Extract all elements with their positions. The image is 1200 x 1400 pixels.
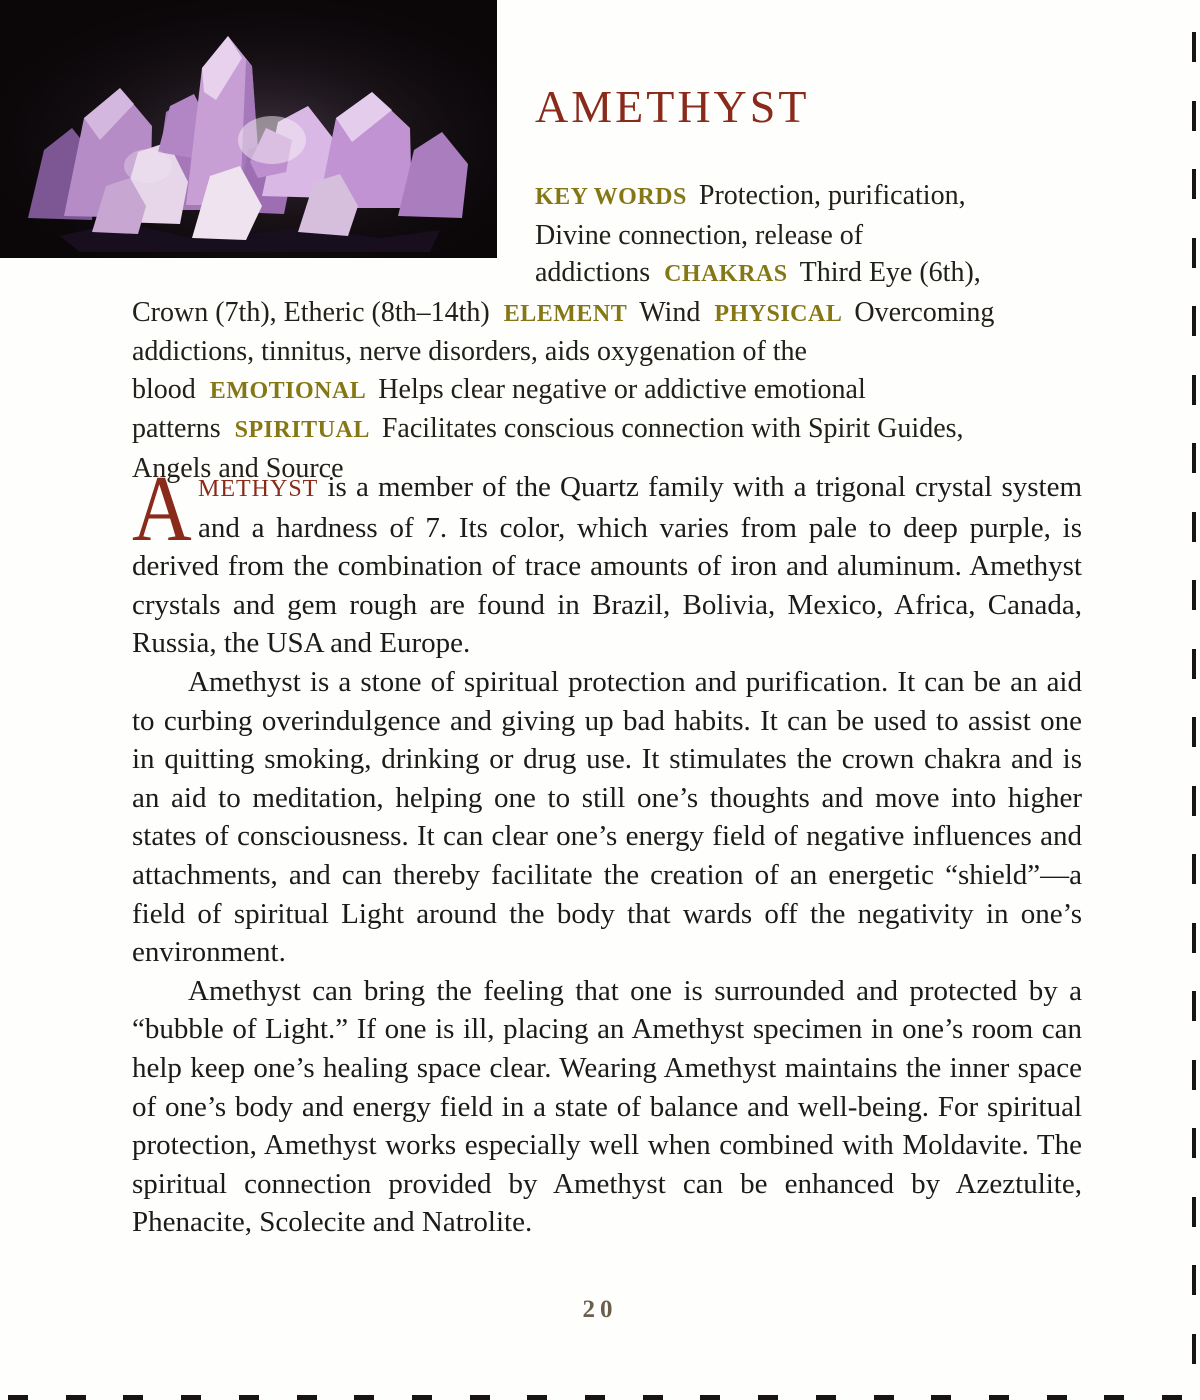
bottom-edge-mark [585, 1395, 605, 1400]
right-edge-mark [1192, 1334, 1196, 1364]
bottom-edge-mark [1104, 1395, 1124, 1400]
right-edge-mark [1192, 1060, 1196, 1090]
bottom-edge-mark [123, 1395, 143, 1400]
right-edge-mark [1192, 32, 1196, 62]
bottom-edge-mark [931, 1395, 951, 1400]
bottom-edge-mark [700, 1395, 720, 1400]
right-edge-mark [1192, 238, 1196, 268]
lead-smallcaps: METHYST [198, 476, 319, 502]
bottom-edge-mark [297, 1395, 317, 1400]
emotional-label: EMOTIONAL [209, 377, 367, 404]
bottom-edge-mark [643, 1395, 663, 1400]
right-edge-mark [1192, 854, 1196, 884]
bottom-edge-mark [66, 1395, 86, 1400]
right-edge-mark [1192, 580, 1196, 610]
right-edge-mark [1192, 717, 1196, 747]
page-number: 20 [582, 1296, 618, 1323]
right-edge-mark [1192, 512, 1196, 542]
bottom-edge-mark [181, 1395, 201, 1400]
bottom-edge-mark [1047, 1395, 1067, 1400]
paragraph-3: Amethyst can bring the feeling that one is surrounded and protected by a “bubble of Light.” If one is ill, placing an Amethyst specimen in one’s room can help keep one’s healing space clear. Wearing Amethyst maintains the inner space of one’s body and energy field in a state of balance and well-being. For spiritual protection, Amethyst works especially well when combined with Moldavite. The spiritual connection provided by Amethyst can be enhanced by Azeztulite, Phenacite, Scolecite and Natrolite. [132, 974, 1082, 1239]
paragraph-2: Amethyst is a stone of spiritual protection and purification. It can be an aid to curbing overindulgence and giving up bad habits. It can be used to assist one in quitting smoking, drinking or drug use. It stimulates the crown chakra and is an aid to meditation, helping one to still one’s thoughts and move into higher states of consciousness. It can clear one’s energy field of negative influences and attachments, and can thereby facilitate the creation of an energetic “shield”—a field of spiritual Light around the body that wards off the negativity in one’s environment. [132, 665, 1082, 969]
photo-wrap-spacer [132, 0, 535, 268]
right-edge-mark [1192, 306, 1196, 336]
page-title: AMETHYST [535, 81, 810, 132]
element-value: Wind [639, 296, 701, 328]
intro-zone [132, 0, 1010, 487]
spiritual-label: SPIRITUAL [234, 417, 370, 443]
bottom-edge-mark [8, 1395, 28, 1400]
bottom-edge-mark [354, 1395, 374, 1400]
body-text [132, 457, 1082, 1242]
right-edge-mark [1192, 169, 1196, 199]
right-edge-mark [1192, 1128, 1196, 1158]
bottom-edge-mark [527, 1395, 547, 1400]
right-edge-mark [1192, 1265, 1196, 1295]
right-edge-mark [1192, 101, 1196, 131]
bottom-edge-mark [989, 1395, 1009, 1400]
right-edge-mark [1192, 375, 1196, 405]
bottom-edge-mark [758, 1395, 778, 1400]
keywords-label: KEY WORDS [535, 184, 687, 210]
right-edge-mark [1192, 1197, 1196, 1227]
bottom-edge-mark [816, 1395, 836, 1400]
intro-segment-element [490, 297, 701, 328]
physical-label: PHYSICAL [714, 300, 843, 327]
right-edge-mark [1192, 443, 1196, 473]
keywords-value: Protection, purification, Divine connection, release of addictions [535, 180, 966, 288]
right-edge-mark [1192, 649, 1196, 679]
right-edge-mark [1192, 923, 1196, 953]
chakras-label: CHAKRAS [664, 261, 788, 287]
right-edge-mark [1192, 991, 1196, 1021]
paragraph-1 [132, 457, 1082, 663]
element-label: ELEMENT [503, 300, 628, 327]
bottom-edge-mark [1162, 1395, 1182, 1400]
bottom-edge-mark [874, 1395, 894, 1400]
right-edge-mark [1192, 786, 1196, 816]
drop-cap: A [132, 457, 192, 561]
emotional-value: Helps clear negative or addictive emotional patterns [132, 373, 866, 444]
bottom-edge-mark [412, 1395, 432, 1400]
paragraph-1-text: is a member of the Quartz family with a trigonal crystal system and a hardness of 7. Its color, which varies from pale to deep purple, is derived from the combination of trace amounts of iron and aluminum. Amethyst crystals and gem rough are found in Brazil, Bolivia, Mexico, Africa, Canada, Russia, the USA and Europe. [132, 471, 1082, 660]
spiritual-value: Facilitates conscious connection with Spirit Guides, Angels and Source [132, 413, 964, 484]
physical-value: Overcoming addictions, tinnitus, nerve disorders, aids oxygenation of the blood [132, 296, 995, 405]
bottom-edge-mark [470, 1395, 490, 1400]
bottom-edge-mark [239, 1395, 259, 1400]
chakras-value: Third Eye (6th), Crown (7th), Etheric (8th–14th) [132, 257, 981, 328]
